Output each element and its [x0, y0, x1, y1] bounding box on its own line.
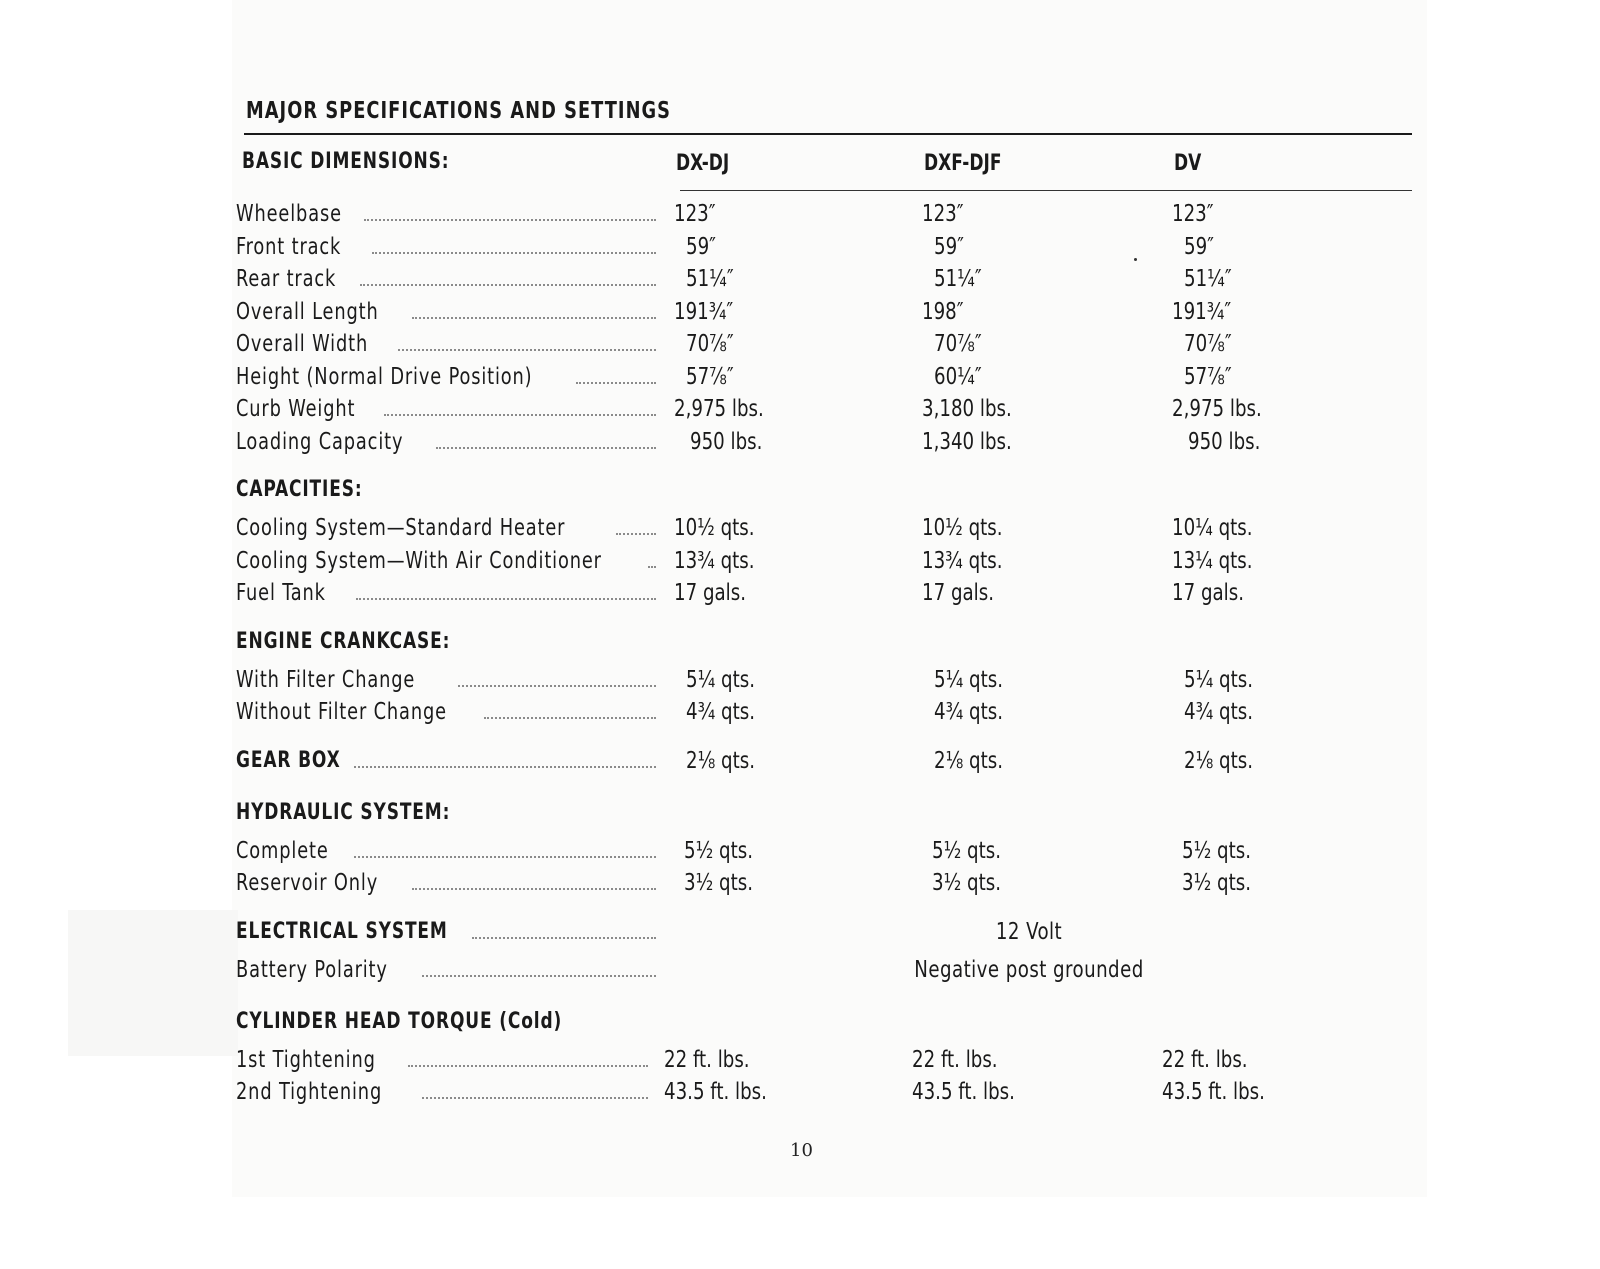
leader-dots [408, 1065, 648, 1067]
cell-dxf-djf: 60¼″ [934, 363, 982, 390]
cell-dxf-djf: 10½ qts. [922, 515, 1003, 541]
cell-dx-dj: 43.5 ft. lbs. [664, 1079, 767, 1105]
section-basic-dimensions: BASIC DIMENSIONS: [242, 149, 450, 174]
leader-dots [412, 317, 656, 319]
row-label: Overall Width [236, 331, 369, 357]
gear-box-row [236, 746, 1416, 786]
battery-polarity-value: Negative post grounded [914, 956, 1144, 983]
row-label: Battery Polarity [236, 956, 388, 983]
cell-dx-dj: 2⅛ qts. [686, 747, 755, 774]
table-row [236, 836, 1416, 869]
cell-dv: 5½ qts. [1182, 837, 1251, 864]
table-row [236, 868, 1416, 901]
cell-dv: 4¾ qts. [1184, 699, 1253, 725]
table-row [236, 297, 1416, 330]
row-label: With Filter Change [236, 666, 416, 693]
section-electrical-system: ELECTRICAL SYSTEM [236, 918, 448, 944]
scan-shadow [68, 910, 238, 1056]
page-number: 10 [790, 1140, 813, 1161]
leader-dots [384, 414, 656, 416]
cell-dv: 191¾″ [1172, 298, 1232, 325]
hydraulic-table [236, 836, 1416, 901]
cell-dv: 51¼″ [1184, 266, 1232, 292]
section-capacities: CAPACITIES: [236, 477, 363, 502]
cell-dx-dj: 13¾ qts. [674, 547, 755, 574]
cell-dxf-djf: 2⅛ qts. [934, 747, 1003, 774]
cell-dxf-djf: 5½ qts. [932, 837, 1001, 864]
cell-dv: 17 gals. [1172, 580, 1245, 606]
section-engine-crankcase: ENGINE CRANKCASE: [236, 628, 451, 654]
table-row [236, 513, 1416, 546]
cell-dv: 950 lbs. [1188, 428, 1261, 455]
cell-dxf-djf: 43.5 ft. lbs. [912, 1079, 1015, 1105]
capacities-table [236, 513, 1416, 611]
cell-dv: 2,975 lbs. [1172, 396, 1262, 422]
battery-polarity-row [236, 955, 1416, 999]
cell-dxf-djf: 17 gals. [922, 580, 995, 606]
column-header-dx-dj: DX-DJ [676, 151, 730, 176]
spec-document [236, 95, 1416, 1110]
cell-dv: 70⅞″ [1184, 331, 1232, 357]
table-row [236, 1045, 1416, 1078]
row-label: Complete [236, 837, 329, 864]
leader-dots [364, 219, 656, 221]
cell-dxf-djf: 123″ [922, 201, 964, 227]
leader-dots [372, 252, 656, 254]
leader-dots [360, 284, 656, 286]
leader-dots [422, 1097, 648, 1099]
cell-dx-dj: 2,975 lbs. [674, 396, 764, 422]
cell-dxf-djf: 13¾ qts. [922, 547, 1003, 574]
table-row [236, 232, 1416, 265]
torque-table [236, 1045, 1416, 1110]
row-label: Cooling System—With Air Conditioner [236, 547, 602, 574]
cell-dxf-djf: 51¼″ [934, 266, 982, 292]
cell-dv: 22 ft. lbs. [1162, 1046, 1248, 1073]
cell-dx-dj: 57⅞″ [686, 363, 734, 390]
row-label: Curb Weight [236, 396, 356, 422]
table-row [236, 427, 1416, 460]
cell-dx-dj: 59″ [686, 233, 716, 260]
table-row [236, 697, 1416, 730]
row-label: Without Filter Change [236, 699, 447, 725]
cell-dxf-djf: 5¼ qts. [934, 666, 1003, 693]
table-row [236, 329, 1416, 362]
row-label: Cooling System—Standard Heater [236, 515, 566, 541]
section-gear-box: GEAR BOX [236, 747, 341, 773]
section-engine-crankcase-block [236, 611, 1416, 659]
table-row [236, 394, 1416, 427]
cell-dx-dj: 51¼″ [686, 266, 734, 292]
leader-dots [616, 533, 656, 535]
leader-dots [354, 766, 656, 768]
scan-speck [1134, 258, 1137, 261]
cell-dx-dj: 123″ [674, 201, 716, 227]
table-row [236, 578, 1416, 611]
cell-dxf-djf: 4¾ qts. [934, 699, 1003, 725]
row-label: Front track [236, 233, 342, 260]
table-row [236, 1077, 1416, 1110]
leader-dots [484, 717, 656, 719]
table-row [236, 546, 1416, 579]
row-label: Overall Length [236, 298, 379, 325]
section-hydraulic-system: HYDRAULIC SYSTEM: [236, 799, 451, 825]
cell-dx-dj: 191¾″ [674, 298, 734, 325]
section-capacities-block [236, 459, 1416, 507]
cell-dxf-djf: 22 ft. lbs. [912, 1046, 998, 1073]
cell-dv: 3½ qts. [1182, 870, 1251, 896]
cell-dv: 10¼ qts. [1172, 515, 1253, 541]
basic-dimensions-table [236, 199, 1416, 459]
leader-dots [398, 349, 656, 351]
page-title: MAJOR SPECIFICATIONS AND SETTINGS [246, 98, 672, 124]
cell-dv: 2⅛ qts. [1184, 747, 1253, 774]
leader-dots [356, 598, 656, 600]
section-torque-block [236, 999, 1416, 1039]
cell-dx-dj: 5¼ qts. [686, 666, 755, 693]
row-label: 1st Tightening [236, 1046, 376, 1073]
cell-dx-dj: 950 lbs. [690, 428, 763, 455]
cell-dx-dj: 4¾ qts. [686, 699, 755, 725]
electrical-voltage: 12 Volt [995, 918, 1063, 945]
cell-dv: 43.5 ft. lbs. [1162, 1079, 1265, 1105]
section-cylinder-head-torque: CYLINDER HEAD TORQUE (Cold) [236, 1008, 563, 1034]
cell-dv: 5¼ qts. [1184, 666, 1253, 693]
table-row [236, 665, 1416, 698]
column-header-dv: DV [1174, 151, 1202, 176]
leader-dots [412, 888, 656, 890]
row-label: Loading Capacity [236, 428, 404, 455]
table-row [236, 199, 1416, 232]
section-hydraulic-block [236, 786, 1416, 830]
cell-dxf-djf: 3½ qts. [932, 870, 1001, 896]
cell-dv: 13¼ qts. [1172, 547, 1253, 574]
cell-dxf-djf: 59″ [934, 233, 964, 260]
row-label: Reservoir Only [236, 870, 379, 896]
leader-dots [422, 975, 656, 977]
cell-dxf-djf: 70⅞″ [934, 331, 982, 357]
cell-dx-dj: 3½ qts. [684, 870, 753, 896]
cell-dv: 59″ [1184, 233, 1214, 260]
column-header-row [236, 135, 1416, 189]
cell-dx-dj: 17 gals. [674, 580, 747, 606]
leader-dots [576, 382, 656, 384]
cell-dv: 57⅞″ [1184, 363, 1232, 390]
row-label: Fuel Tank [236, 580, 326, 606]
leader-dots [472, 937, 656, 939]
electrical-system-row [236, 917, 1416, 955]
engine-crankcase-table [236, 665, 1416, 730]
cell-dx-dj: 70⅞″ [686, 331, 734, 357]
cell-dx-dj: 5½ qts. [684, 837, 753, 864]
cell-dv: 123″ [1172, 201, 1214, 227]
leader-dots [648, 566, 656, 568]
row-label: Rear track [236, 266, 337, 292]
header-rule [680, 190, 1412, 191]
leader-dots [436, 447, 656, 449]
cell-dxf-djf: 198″ [922, 298, 964, 325]
column-header-dxf-djf: DXF-DJF [924, 151, 1002, 176]
cell-dxf-djf: 1,340 lbs. [922, 428, 1012, 455]
row-label: Height (Normal Drive Position) [236, 363, 533, 390]
cell-dxf-djf: 3,180 lbs. [922, 396, 1012, 422]
cell-dx-dj: 10½ qts. [674, 515, 755, 541]
row-label: Wheelbase [236, 201, 342, 227]
leader-dots [458, 685, 656, 687]
table-row [236, 362, 1416, 395]
cell-dx-dj: 22 ft. lbs. [664, 1046, 750, 1073]
row-label: 2nd Tightening [236, 1079, 383, 1105]
leader-dots [354, 856, 656, 858]
table-row [236, 264, 1416, 297]
